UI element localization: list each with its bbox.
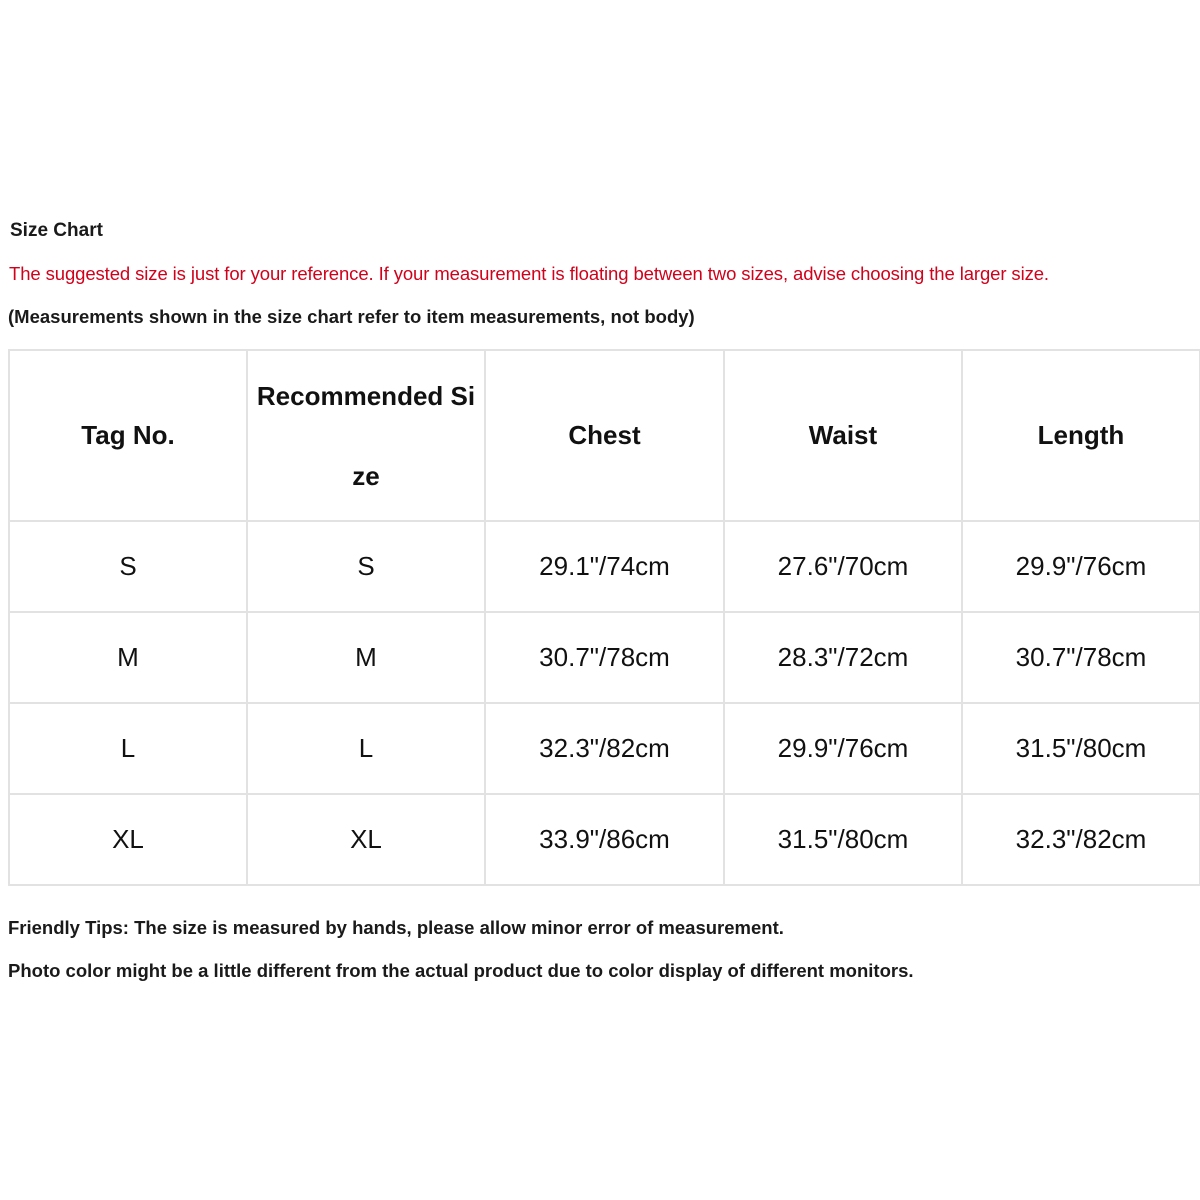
- header-recommended-size: Recommended Size: [247, 350, 485, 521]
- cell-tag-no: M: [9, 612, 247, 703]
- header-chest: Chest: [485, 350, 724, 521]
- cell-length: 32.3"/82cm: [962, 794, 1200, 885]
- size-advice-notice: The suggested size is just for your reference. If your measurement is floating between two sizes, advise choosing the larger size.: [9, 263, 1049, 284]
- cell-tag-no: S: [9, 521, 247, 612]
- cell-waist: 28.3"/72cm: [724, 612, 962, 703]
- header-waist: Waist: [724, 350, 962, 521]
- table-row: [9, 521, 1200, 612]
- table-row: [9, 794, 1200, 885]
- cell-recommended-size: M: [247, 612, 485, 703]
- cell-recommended-size: XL: [247, 794, 485, 885]
- table-row: [9, 612, 1200, 703]
- cell-length: 30.7"/78cm: [962, 612, 1200, 703]
- measurement-note: (Measurements shown in the size chart refer to item measurements, not body): [8, 306, 695, 327]
- cell-waist: 29.9"/76cm: [724, 703, 962, 794]
- page-title: Size Chart: [10, 220, 103, 241]
- header-tag-no: Tag No.: [9, 350, 247, 521]
- cell-recommended-size: L: [247, 703, 485, 794]
- cell-waist: 31.5"/80cm: [724, 794, 962, 885]
- cell-recommended-size: S: [247, 521, 485, 612]
- cell-chest: 30.7"/78cm: [485, 612, 724, 703]
- cell-tag-no: XL: [9, 794, 247, 885]
- cell-tag-no: L: [9, 703, 247, 794]
- cell-length: 29.9"/76cm: [962, 521, 1200, 612]
- size-chart-table: [8, 349, 1200, 886]
- cell-chest: 33.9"/86cm: [485, 794, 724, 885]
- cell-chest: 29.1"/74cm: [485, 521, 724, 612]
- cell-chest: 32.3"/82cm: [485, 703, 724, 794]
- cell-waist: 27.6"/70cm: [724, 521, 962, 612]
- color-disclaimer: Photo color might be a little different from the actual product due to color display of different monitors.: [8, 960, 914, 981]
- cell-length: 31.5"/80cm: [962, 703, 1200, 794]
- header-length: Length: [962, 350, 1200, 521]
- friendly-tips: Friendly Tips: The size is measured by hands, please allow minor error of measurement.: [8, 917, 784, 938]
- table-row: [9, 703, 1200, 794]
- table-header-row: [9, 350, 1200, 521]
